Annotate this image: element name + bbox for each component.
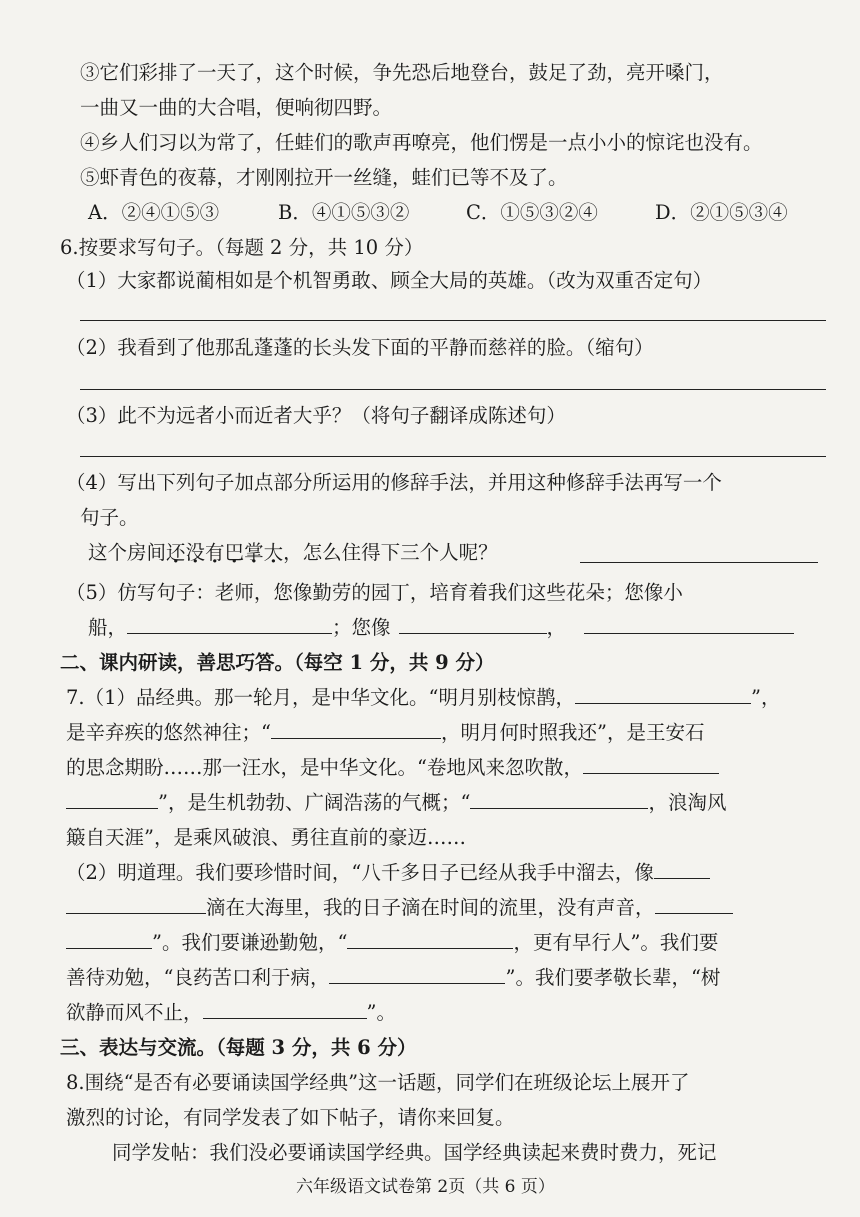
s5-blank-2[interactable] bbox=[399, 613, 547, 634]
q6-answer-line-3[interactable] bbox=[80, 456, 826, 457]
q7-text: 7.（1）品经典。那一轮月，是中华文化。“明月别枝惊鹊， bbox=[66, 686, 575, 709]
q7-line1 bbox=[66, 683, 780, 713]
q7-text: ”， bbox=[750, 686, 781, 709]
q5-item3-line2: 一曲又一曲的大合唱，便响彻四野。 bbox=[80, 96, 393, 119]
q7-text: ，明月何时照我还”，是王安石 bbox=[440, 721, 705, 744]
q7-blank-5b[interactable] bbox=[66, 893, 206, 914]
q5-option-d: D．②①⑤③④ bbox=[655, 201, 788, 224]
s5-text-3: ， bbox=[546, 616, 567, 639]
q7-blank-4[interactable] bbox=[470, 788, 648, 809]
q7-text: ，浪淘风 bbox=[648, 791, 727, 814]
q7-part2-line1 bbox=[66, 858, 710, 888]
q6-sentence-5-line1: （5）仿写句子：老师，您像勤劳的园丁，培育着我们这些花朵；您像小 bbox=[66, 581, 683, 604]
q7-blank-5a[interactable] bbox=[654, 858, 710, 879]
example-text-pre: 这个房间 bbox=[88, 541, 167, 564]
s5-blank-3[interactable] bbox=[584, 613, 794, 634]
q8-line2: 激烈的讨论，有同学发表了如下帖子，请你来回复。 bbox=[66, 1106, 515, 1129]
q7-blank-3a[interactable] bbox=[583, 753, 719, 774]
q6-sentence-1: （1）大家都说蔺相如是个机智勇敢、顾全大局的英雄。（改为双重否定句） bbox=[66, 269, 713, 292]
q5-option-a: A．②④①⑤③ bbox=[88, 201, 220, 224]
q7-part2-line2 bbox=[66, 893, 733, 923]
q5-option-c: C．①⑤③②④ bbox=[466, 201, 598, 224]
q5-item3-line1: ③它们彩排了一天了，这个时候，争先恐后地登台，鼓足了劲，亮开嗓门， bbox=[80, 61, 724, 84]
q6-sentence-5-line2 bbox=[88, 613, 794, 643]
q7-blank-7[interactable] bbox=[347, 928, 513, 949]
q7-text: ，更有早行人”。我们要 bbox=[513, 931, 719, 954]
q7-line5: 簸自天涯”，是乘风破浪、勇往直前的豪迈…… bbox=[66, 826, 466, 849]
q6-sentence-3: （3）此不为远者小而近者大乎？（将句子翻译成陈述句） bbox=[66, 404, 566, 427]
q7-part2-line4 bbox=[66, 963, 720, 993]
q7-blank-9[interactable] bbox=[203, 998, 367, 1019]
dotted-char: 掌 bbox=[244, 541, 264, 564]
q7-line3 bbox=[66, 753, 719, 783]
q7-blank-2[interactable] bbox=[271, 718, 441, 739]
s5-text-2: ；您像 bbox=[332, 616, 391, 639]
example-text-post: ，怎么住得下三个人呢？ bbox=[283, 541, 498, 564]
page-footer: 六年级语文试卷第 2页（共 6 页） bbox=[296, 1177, 555, 1197]
q7-text: 欲静而风不止， bbox=[66, 1001, 203, 1024]
q7-blank-3b[interactable] bbox=[66, 788, 158, 809]
q6-sentence-4-line1: （4）写出下列句子加点部分所运用的修辞手法，并用这种修辞手法再写一个 bbox=[66, 471, 722, 494]
q5-item4: ④乡人们习以为常了，任蛙们的歌声再嘹亮，他们愣是一点小小的惊诧也没有。 bbox=[80, 131, 763, 154]
q7-text: 的思念期盼……那一汪水，是中华文化。“卷地风来忽吹散， bbox=[66, 756, 583, 779]
q7-part2-line5 bbox=[66, 998, 396, 1028]
q7-text: ”。我们要谦逊勤勉，“ bbox=[152, 931, 348, 954]
q6-answer-line-1[interactable] bbox=[80, 320, 826, 321]
q7-line2 bbox=[66, 718, 704, 748]
q6-example-sentence bbox=[88, 538, 498, 568]
q7-text: 善待劝勉，“良药苦口利于病， bbox=[66, 966, 330, 989]
dotted-char: 有 bbox=[205, 541, 225, 564]
q6-title: 6.按要求写句子。（每题 2 分，共 10 分） bbox=[60, 236, 424, 259]
q7-text: 是辛弃疾的悠然神往；“ bbox=[66, 721, 271, 744]
q6-answer-line-4[interactable] bbox=[580, 562, 818, 563]
q7-part2-line3 bbox=[66, 928, 718, 958]
q6-sentence-2: （2）我看到了他那乱蓬蓬的长头发下面的平静而慈祥的脸。（缩句） bbox=[66, 336, 654, 359]
section-3-title: 三、表达与交流。（每题 3 分，共 6 分） bbox=[60, 1036, 417, 1059]
q5-item5: ⑤虾青色的夜幕，才刚刚拉开一丝缝，蛙们已等不及了。 bbox=[80, 166, 568, 189]
section-2-title: 二、课内研读，善思巧答。（每空 1 分，共 9 分） bbox=[60, 651, 495, 674]
q7-text: 滴在大海里，我的日子滴在时间的流里，没有声音， bbox=[206, 896, 655, 919]
dotted-char: 大 bbox=[263, 541, 284, 564]
dotted-char: 还 bbox=[166, 541, 186, 564]
q7-text: ”，是生机勃勃、广阔浩荡的气概；“ bbox=[158, 791, 471, 814]
q6-sentence-4-line2: 句子。 bbox=[80, 506, 139, 529]
s5-text-1: 船， bbox=[88, 616, 128, 639]
q7-line4 bbox=[66, 788, 726, 818]
dotted-char: 没 bbox=[185, 541, 206, 564]
q8-post: 同学发帖：我们没必要诵读国学经典。国学经典读起来费时费力，死记 bbox=[112, 1141, 717, 1164]
q7-text: ”。 bbox=[366, 1001, 396, 1024]
q5-option-b: B．④①⑤③② bbox=[278, 201, 410, 224]
q7-text: ”。我们要孝敬长辈，“树 bbox=[505, 966, 721, 989]
s5-blank-1[interactable] bbox=[127, 613, 332, 634]
q7-blank-6b[interactable] bbox=[66, 928, 152, 949]
q8-line1: 8.围绕“是否有必要诵读国学经典”这一话题，同学们在班级论坛上展开了 bbox=[66, 1071, 690, 1094]
q7-blank-8[interactable] bbox=[329, 963, 505, 984]
q7-blank-6a[interactable] bbox=[655, 893, 733, 914]
q6-answer-line-2[interactable] bbox=[80, 389, 826, 390]
q7-text: （2）明道理。我们要珍惜时间，“八千多日子已经从我手中溜去，像 bbox=[66, 861, 654, 884]
dotted-char: 巴 bbox=[224, 541, 245, 564]
q7-blank-1[interactable] bbox=[575, 683, 751, 704]
